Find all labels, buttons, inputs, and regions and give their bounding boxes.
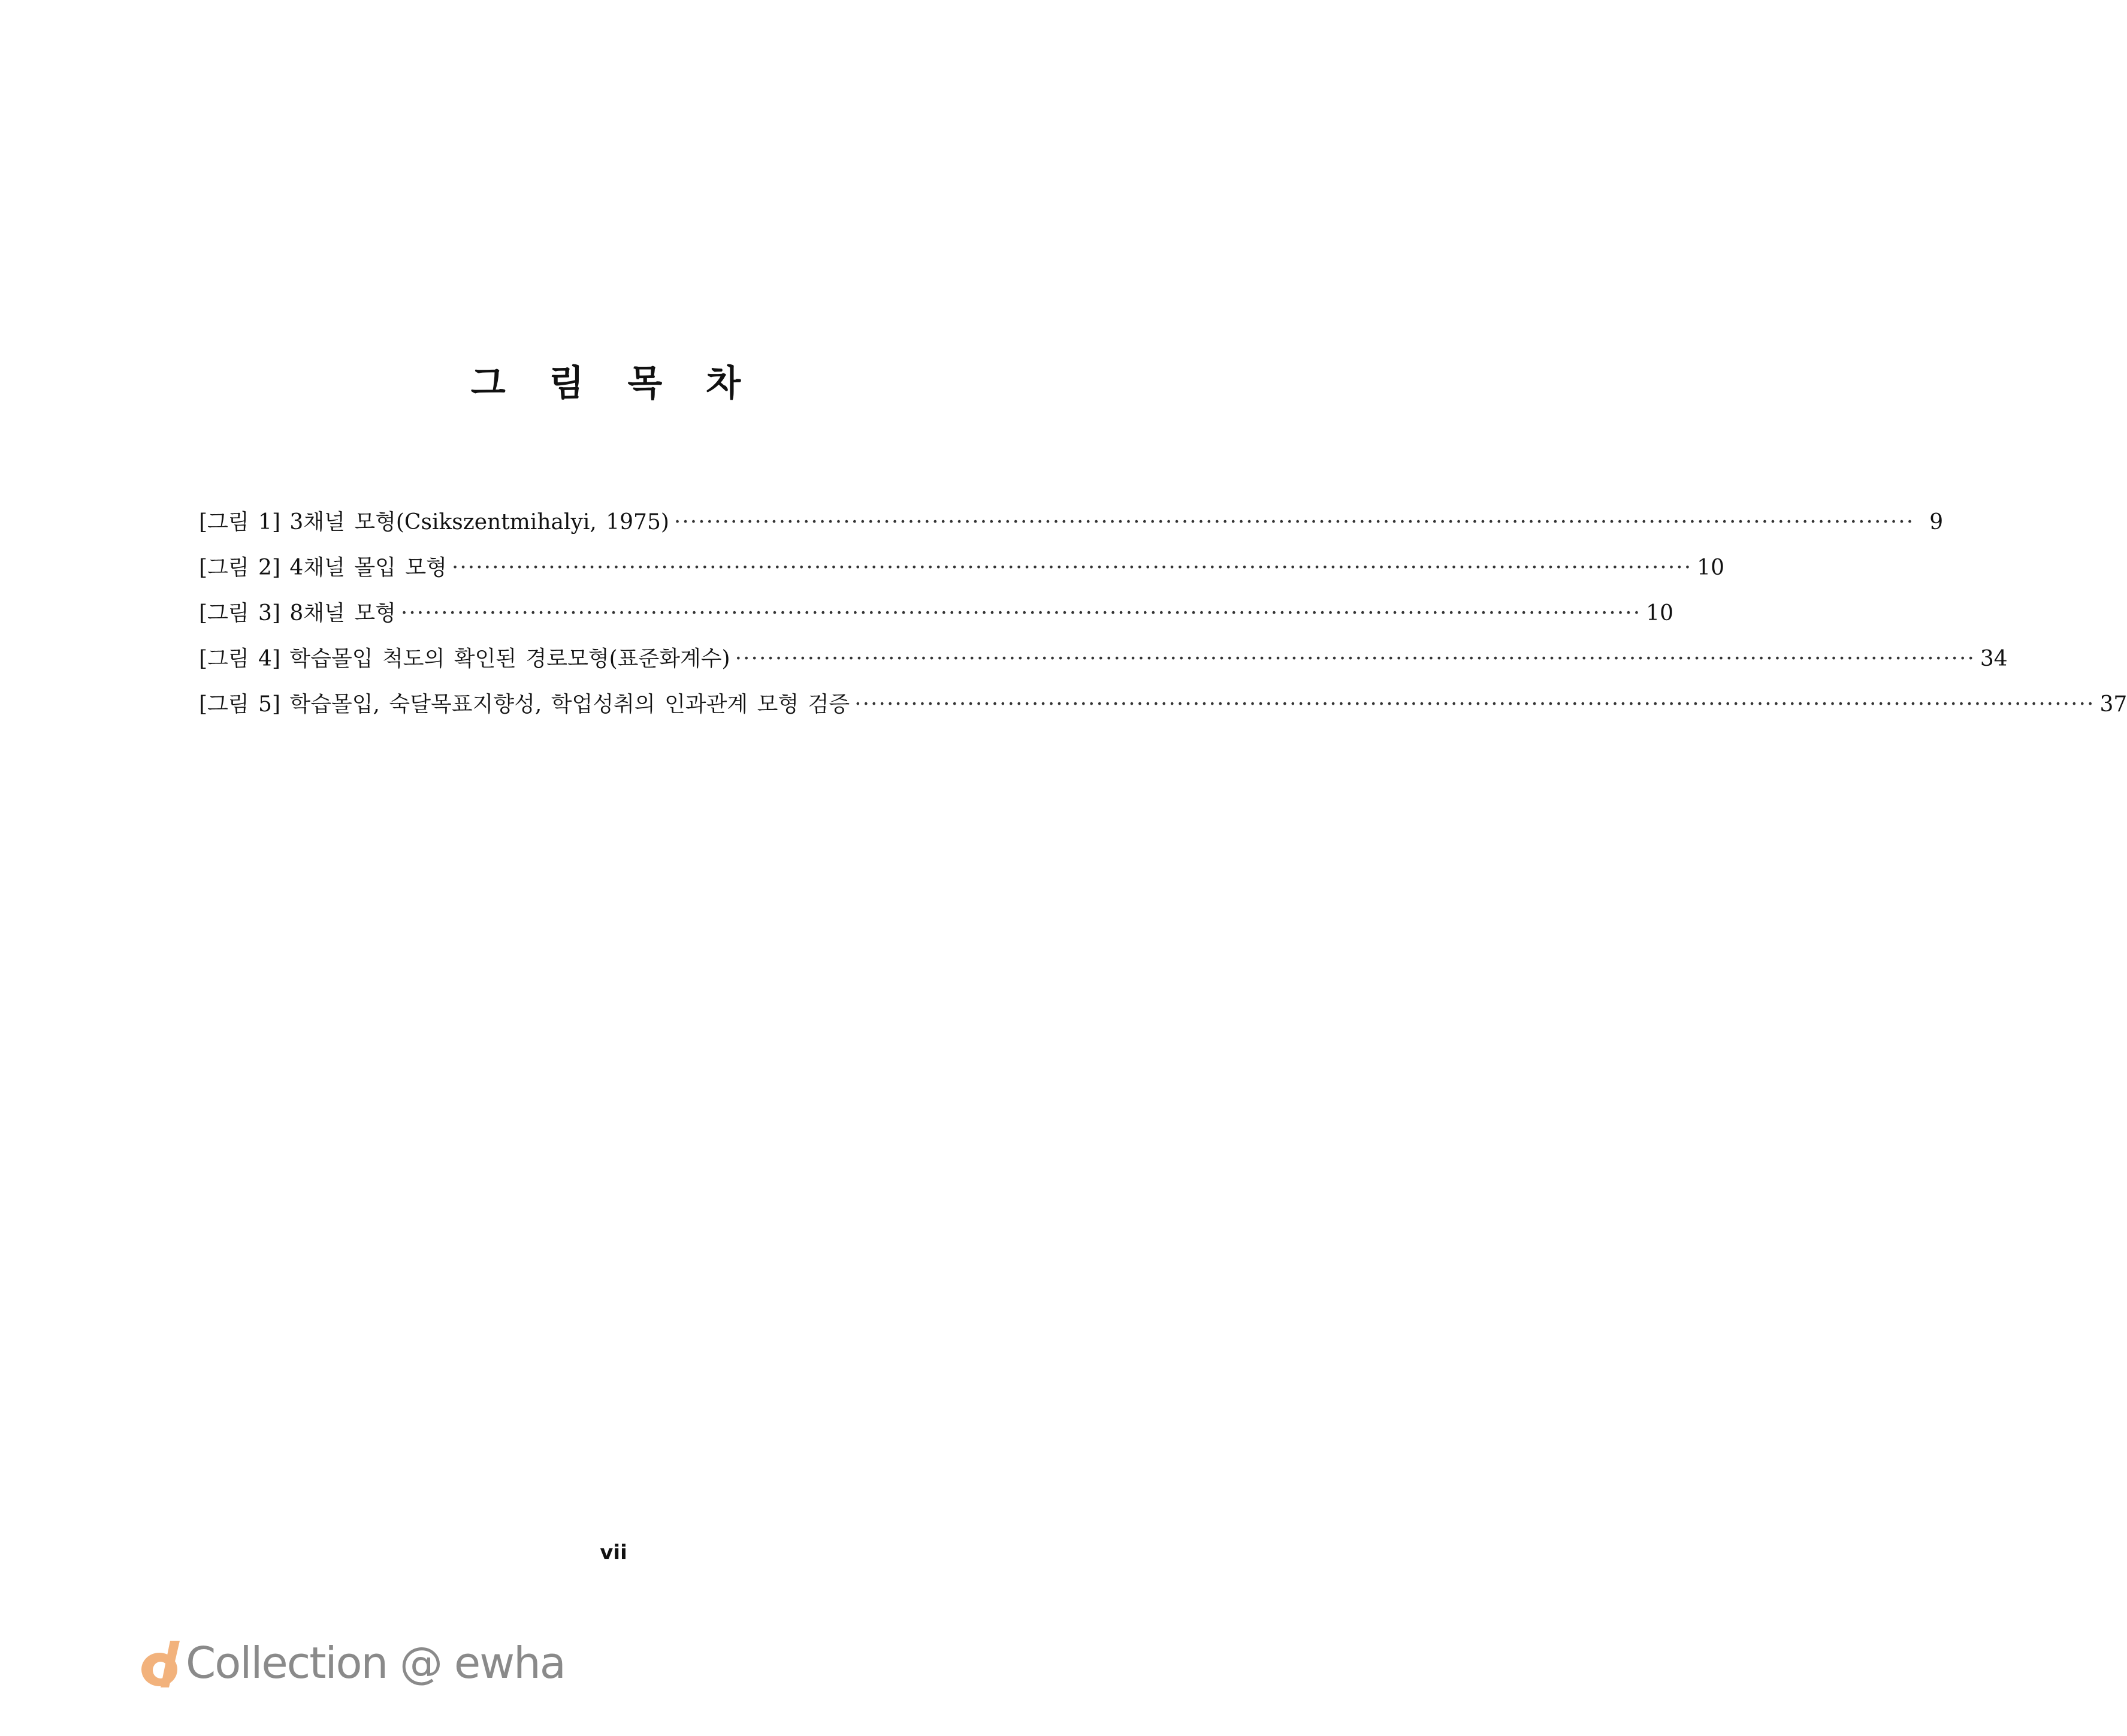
toc-entry-page: 37 (2099, 692, 2127, 717)
toc-entry[interactable] (199, 591, 1673, 636)
toc-leader-dots: ·························································································································································· (673, 510, 1915, 535)
toc-leader-dots: ·························································································································································· (735, 647, 1975, 671)
figure-list (199, 500, 2127, 727)
toc-leader-dots: ·························································································································································· (451, 555, 1693, 580)
page-number: vii (600, 1541, 627, 1565)
toc-entry[interactable] (199, 636, 2008, 682)
toc-entry-page: 10 (1646, 601, 1673, 626)
toc-entry-label: [그림 1] 3채널 모형(Csikszentmihalyi, 1975) (199, 510, 669, 535)
toc-entry[interactable] (199, 545, 1724, 591)
toc-entry-label: [그림 2] 4채널 몰입 모형 (199, 555, 447, 580)
toc-entry[interactable] (199, 500, 1944, 545)
footer-brand-text: Collection @ ewha (186, 1638, 565, 1688)
toc-leader-dots: ·························································································································································· (400, 601, 1642, 626)
page-title: 그 림 목 차 (470, 363, 757, 404)
toc-entry[interactable] (199, 682, 2127, 727)
footer-logo (137, 1630, 565, 1696)
toc-entry-page: 34 (1980, 647, 2008, 671)
toc-leader-dots: ·························································································································································· (854, 692, 2095, 717)
toc-entry-label: [그림 4] 학습몰입 척도의 확인된 경로모형(표준화계수) (199, 647, 730, 671)
toc-entry-label: [그림 3] 8채널 모형 (199, 601, 396, 626)
toc-entry-label: [그림 5] 학습몰입, 숙달목표지향성, 학업성취의 인과관계 모형 검증 (199, 692, 850, 717)
toc-entry-page: 9 (1929, 510, 1944, 535)
toc-entry-page: 10 (1697, 555, 1724, 580)
dcollection-logo-icon (137, 1636, 188, 1690)
